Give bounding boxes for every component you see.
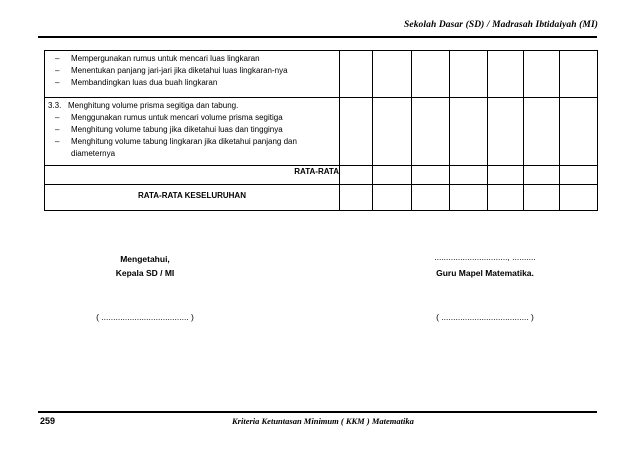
list-item: – Menggunakan rumus untuk mencari volume prisma segitiga — [55, 113, 283, 122]
signature-right-date-placeholder: ..............................., .......... — [434, 252, 536, 262]
list-item: – Membandingkan luas dua buah lingkaran — [55, 78, 218, 87]
signature-left-role: Kepala SD / MI — [115, 268, 175, 278]
signature-left-label: Mengetahui, — [120, 254, 170, 264]
footer-rule — [38, 411, 597, 413]
table-row — [45, 185, 598, 211]
competency-heading: 3.3. Menghitung volume prisma segitiga dan tabung. — [48, 101, 239, 110]
indicator-cell — [45, 51, 340, 98]
list-item: – Mempergunakan rumus untuk mencari luas lingkaran — [55, 54, 260, 63]
rata-rata-label: RATA-RATA — [45, 166, 340, 185]
list-item: – Menghitung volume tabung lingkaran jika diketahui panjang dan diameternya — [55, 137, 297, 158]
signature-left-name-placeholder: ( ..................................... ) — [96, 312, 194, 322]
list-item: – Menghitung volume tabung jika diketahui luas dan tingginya — [55, 125, 283, 134]
list-item: – Menentukan panjang jari-jari jika diketahui luas lingkaran-nya — [55, 66, 288, 75]
rata-rata-keseluruhan-label: RATA-RATA KESELURUHAN — [45, 185, 340, 211]
table-row — [45, 166, 598, 185]
kkm-table — [44, 50, 598, 211]
signature-right-name-placeholder: ( ..................................... ) — [436, 312, 534, 322]
page-number: 259 — [40, 416, 56, 426]
header-rule — [38, 36, 597, 38]
indicator-cell — [45, 98, 340, 166]
table-row — [45, 51, 598, 98]
table-row — [45, 98, 598, 166]
header-title: Sekolah Dasar (SD) / Madrasah Ibtidaiyah (MI) — [404, 20, 598, 30]
signature-right-role: Guru Mapel Matematika. — [436, 268, 534, 278]
footer-title: Kriteria Ketuntasan Minimum ( KKM ) Matematika — [232, 416, 414, 426]
